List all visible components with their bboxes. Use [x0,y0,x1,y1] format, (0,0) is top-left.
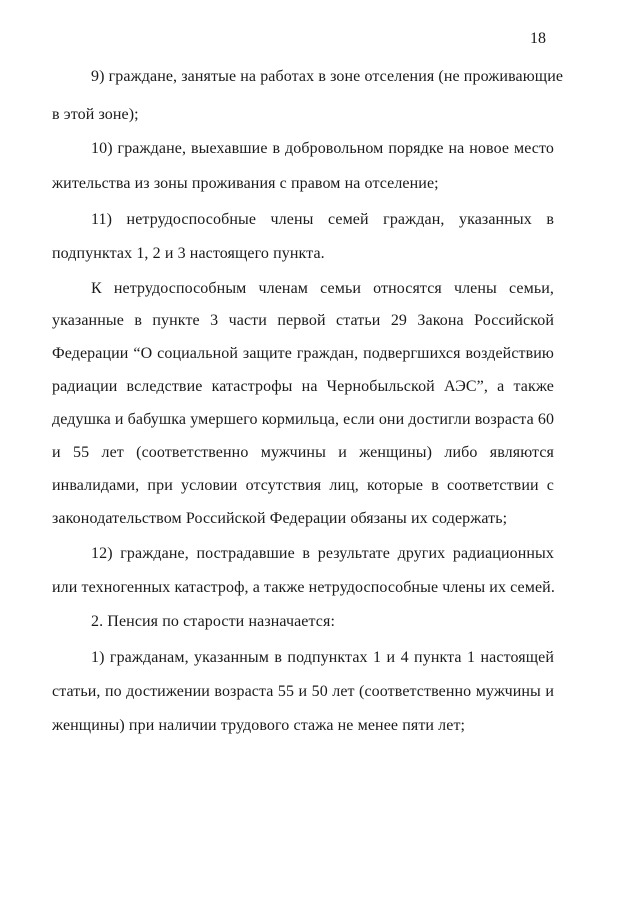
text-line: подпунктах 1, 2 и 3 настоящего пункта. [52,245,325,262]
text-line: К нетрудоспособным членам семьи относятся члены семьи, [91,280,554,297]
text-line: инвалидами, при условии отсутствия лиц, которые в соответствии с [52,477,554,494]
text-line: 10) граждане, выехавшие в добровольном порядке на новое место [91,140,554,157]
text-line: женщины) при наличии трудового стажа не менее пяти лет; [52,717,466,734]
text-line: законодательством Российской Федерации обязаны их содержать; [52,510,508,527]
text-line: дедушка и бабушка умершего кормильца, если они достигли возраста 60 [52,411,555,428]
text-line: в этой зоне); [52,106,139,123]
text-line: 9) граждане, занятые на работах в зоне отселения (не проживающие [91,68,564,85]
text-line: 11) нетрудоспособные члены семей граждан, указанных в [91,211,554,228]
text-line: радиации вследствие катастрофы на Чернобыльской АЭС”, а также [52,378,554,395]
text-line: Федерации “О социальной защите граждан, подвергшихся воздействию [52,345,554,362]
text-line: 12) граждане, пострадавшие в результате других радиационных [91,545,554,562]
text-line: статьи, по достижении возраста 55 и 50 лет (соответственно мужчины и [52,683,554,700]
text-line: 2. Пенсия по старости назначается: [91,613,336,630]
text-line: или техногенных катастроф, а также нетрудоспособные члены их семей. [52,579,555,596]
text-line: указанные в пункте 3 части первой статьи 29 Закона Российской [52,312,554,329]
page-number: 18 [530,30,546,47]
text-line: 1) гражданам, указанным в подпунктах 1 и 4 пункта 1 настоящей [91,649,554,666]
text-line: и 55 лет (соответственно мужчины и женщины) либо являются [52,444,554,461]
text-line: жительства из зоны проживания с правом на отселение; [52,175,439,192]
